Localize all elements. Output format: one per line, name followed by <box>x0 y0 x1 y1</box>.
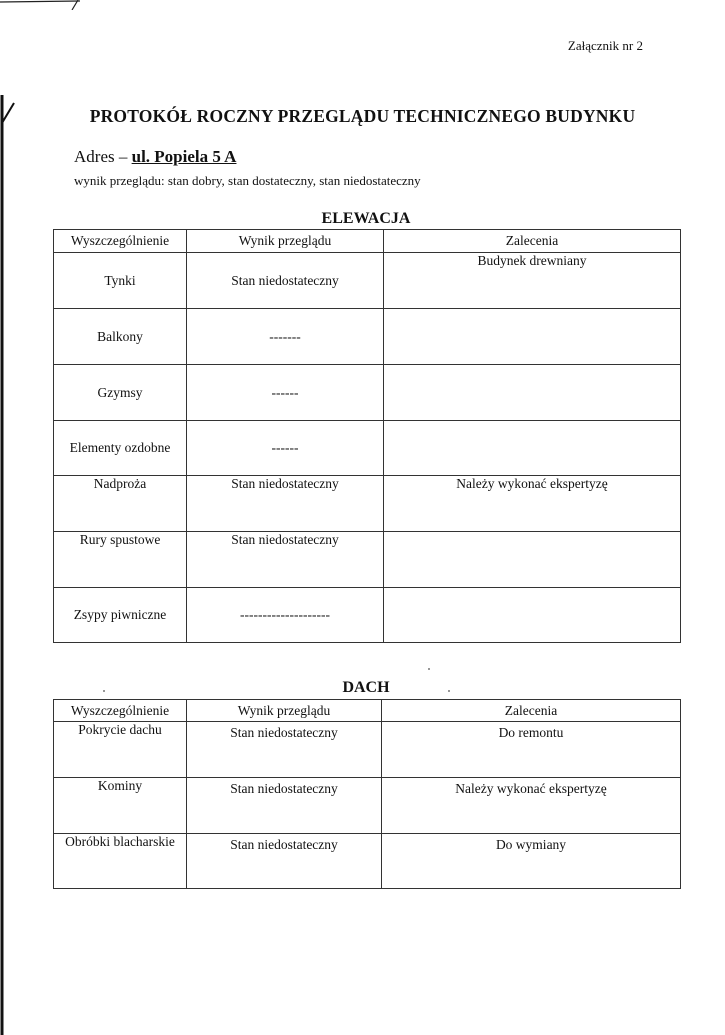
row-result: Stan niedostateczny <box>187 532 384 588</box>
header-result: Wynik przeglądu <box>187 700 382 722</box>
row-recommendation: Należy wykonać ekspertyzę <box>382 778 681 834</box>
row-recommendation: Do wymiany <box>382 834 681 889</box>
row-result: ------- <box>187 309 384 365</box>
row-item: Pokrycie dachu <box>54 722 187 778</box>
row-recommendation <box>384 309 681 365</box>
scan-speck <box>103 690 105 692</box>
header-recommendation: Zalecenia <box>382 700 681 722</box>
header-item: Wyszczególnienie <box>54 230 187 253</box>
row-result: ------ <box>187 365 384 421</box>
row-recommendation <box>384 532 681 588</box>
row-result: ------ <box>187 421 384 476</box>
row-item: Gzymsy <box>54 365 187 421</box>
table-row <box>54 834 681 889</box>
row-result: Stan niedostateczny <box>187 778 382 834</box>
table-row <box>54 722 681 778</box>
annex-label: Załącznik nr 2 <box>567 38 643 53</box>
row-item: Elementy ozdobne <box>54 421 187 476</box>
row-result: Stan niedostateczny <box>187 253 384 309</box>
row-item: Kominy <box>54 778 187 834</box>
row-item: Balkony <box>54 309 187 365</box>
row-item: Rury spustowe <box>54 532 187 588</box>
table-row <box>54 253 681 309</box>
table-row <box>54 365 681 421</box>
table-row <box>54 532 681 588</box>
table-row <box>54 309 681 365</box>
row-result: -------------------- <box>187 588 384 643</box>
row-item: Obróbki blacharskie <box>54 834 187 889</box>
row-recommendation: Należy wykonać ekspertyzę <box>384 476 681 532</box>
header-recommendation: Zalecenia <box>384 230 681 253</box>
scan-speck <box>448 690 450 692</box>
section-title-elewacja: ELEWACJA <box>321 210 411 227</box>
elewacja-table <box>53 229 681 643</box>
address-label: Adres – <box>74 147 128 166</box>
row-item: Tynki <box>54 253 187 309</box>
address-line <box>74 147 236 167</box>
legend-text: wynik przeglądu: stan dobry, stan dostateczny, stan niedostateczny <box>74 173 421 188</box>
address-street: ul. Popiela 5 A <box>131 147 237 166</box>
row-item: Zsypy piwniczne <box>54 588 187 643</box>
row-recommendation: Do remontu <box>382 722 681 778</box>
row-recommendation <box>384 421 681 476</box>
table-row <box>54 476 681 532</box>
section-title-dach: DACH <box>342 679 390 696</box>
table-row <box>54 778 681 834</box>
row-item: Nadproża <box>54 476 187 532</box>
header-result: Wynik przeglądu <box>187 230 384 253</box>
dach-table <box>53 699 681 889</box>
row-result: Stan niedostateczny <box>187 476 384 532</box>
row-recommendation: Budynek drewniany <box>384 253 681 309</box>
row-recommendation <box>384 588 681 643</box>
table-header-row <box>54 230 681 253</box>
document-title: PROTOKÓŁ ROCZNY PRZEGLĄDU TECHNICZNEGO BUDYNKU <box>89 106 636 126</box>
header-item: Wyszczególnienie <box>54 700 187 722</box>
row-recommendation <box>384 365 681 421</box>
table-row <box>54 421 681 476</box>
row-result: Stan niedostateczny <box>187 834 382 889</box>
row-result: Stan niedostateczny <box>187 722 382 778</box>
binding-edge-icon <box>0 95 20 1035</box>
scan-speck <box>428 668 430 670</box>
scan-mark-icon <box>0 0 80 10</box>
table-row <box>54 588 681 643</box>
table-header-row <box>54 700 681 722</box>
